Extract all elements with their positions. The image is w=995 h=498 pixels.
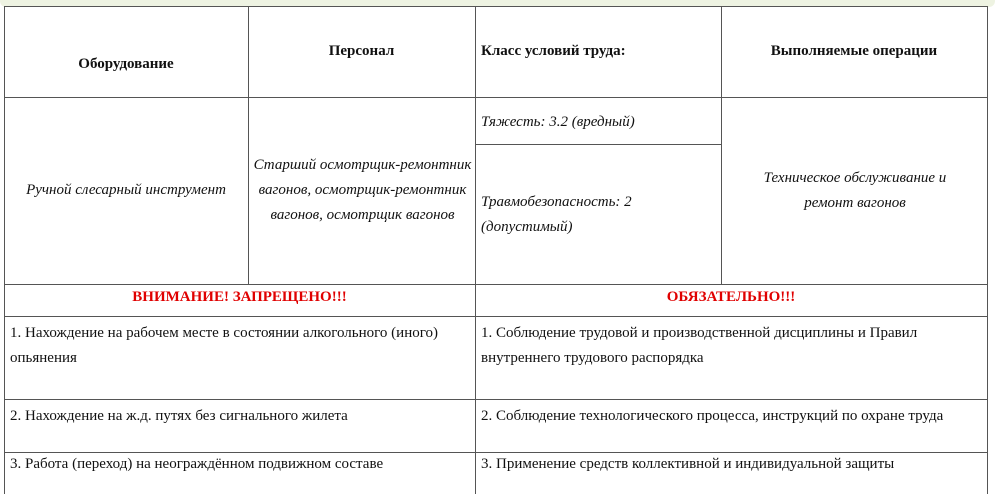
warning-title-divider (4, 316, 988, 317)
forbidden-title: ВНИМАНИЕ! ЗАПРЕЩЕНО!!! (132, 289, 347, 305)
row1-divider (4, 399, 988, 400)
forbidden-item-3: 3. Работа (переход) на неограждённом подвижном составе (10, 456, 384, 472)
table-border-right (987, 6, 988, 494)
header-personnel: Персонал (328, 43, 395, 59)
severity-class: Тяжесть: 3.2 (вредный) (481, 114, 635, 130)
header-work-class: Класс условий труда: (481, 43, 626, 59)
operations-value: Техническое обслуживание и ремонт вагонов (763, 169, 947, 211)
safety-card-table (4, 6, 988, 494)
mandatory-item-2: 2. Соблюдение технологического процесса, инструкций по охране труда (481, 408, 944, 424)
mandatory-title: ОБЯЗАТЕЛЬНО!!! (666, 289, 796, 305)
details-divider (4, 284, 988, 285)
mandatory-item-3: 3. Применение средств коллективной и индивидуальной защиты (481, 456, 895, 472)
equipment-value: Ручной слесарный инструмент (26, 182, 226, 198)
injury-safety-class: Травмобезопасность: 2 (допустимый) (481, 194, 632, 235)
forbidden-item-1: 1. Нахождение на рабочем месте в состоянии алкогольного (иного) опьянения (10, 325, 438, 366)
header-equipment: Оборудование (78, 55, 174, 72)
mandatory-item-1: 1. Соблюдение трудовой и производственной дисциплины и Правил внутреннего трудового распорядка (481, 325, 918, 366)
personnel-value: Старший осмотрщик-ремонтник вагонов, осмотрщик-ремонтник вагонов, осмотрщик вагонов (253, 157, 472, 223)
forbidden-item-2: 2. Нахождение на ж.д. путях без сигнального жилета (10, 408, 348, 424)
header-operations: Выполняемые операции (770, 43, 938, 59)
class-divider (475, 144, 721, 145)
